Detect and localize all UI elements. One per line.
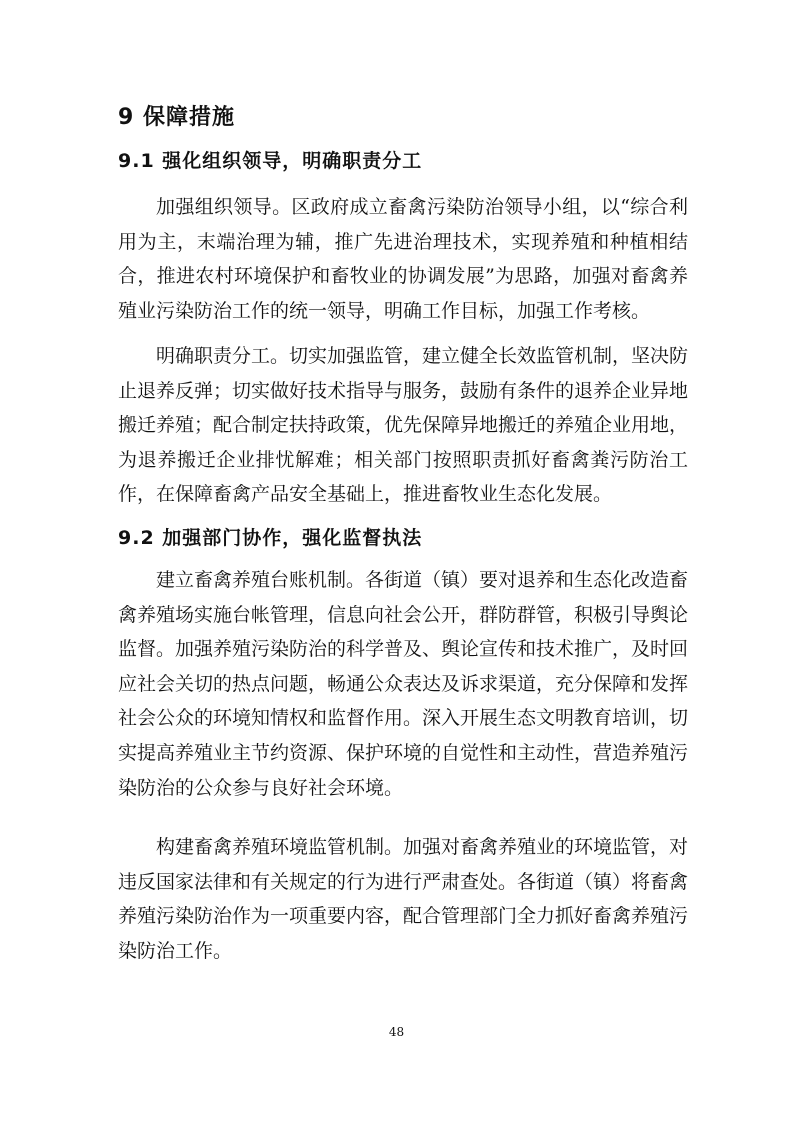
section-heading: 9 保障措施 (118, 105, 235, 130)
paragraph-ledger-mechanism: 建立畜禽养殖台账机制。各街道（镇）要对退养和生态化改造畜禽养殖场实施台帐管理，信息向社会公开，群防群管，积极引导舆论监督。加强养殖污染防治的科学普及、舆论宣传和技术推广，及时回应社会关切的热点问题，畅通公众表达及诉求渠道，充分保障和发挥社会公众的环境知情权和监督作用。深入开展生态文明教育培训，切实提高养殖业主节约资源、保护环境的自觉性和主动性，营造养殖污染防治的公众参与良好社会环境。 (118, 569, 689, 799)
paragraph-supervision-mechanism: 构建畜禽养殖环境监管机制。加强对畜禽养殖业的环境监管，对违反国家法律和有关规定的行为进行严肃查处。各街道（镇）将畜禽养殖污染防治作为一项重要内容，配合管理部门全力抓好畜禽养殖污染防治工作。 (118, 836, 689, 962)
paragraph-responsibility-division: 明确职责分工。切实加强监管，建立健全长效监管机制，坚决防止退养反弹；切实做好技术指导与服务，鼓励有条件的退养企业异地搬迁养殖；配合制定扶持政策，优先保障异地搬迁的养殖企业用地，为退养搬迁企业排忧解难；相关部门按照职责抓好畜禽粪污防治工作，在保障畜禽产品安全基础上，推进畜牧业生态化发展。 (118, 345, 689, 506)
subsection-heading-9-2: 9.2 加强部门协作，强化监督执法 (118, 527, 423, 549)
subsection-heading-9-1: 9.1 强化组织领导，明确职责分工 (118, 150, 423, 172)
page-number: 48 (388, 1025, 405, 1039)
paragraph-organization-leadership: 加强组织领导。区政府成立畜禽污染防治领导小组，以“综合利用为主，末端治理为辅，推广先进治理技术，实现养殖和种植相结合，推进农村环境保护和畜牧业的协调发展”为思路，加强对畜禽养殖业污染防治工作的统一领导，明确工作目标，加强工作考核。 (118, 196, 688, 322)
